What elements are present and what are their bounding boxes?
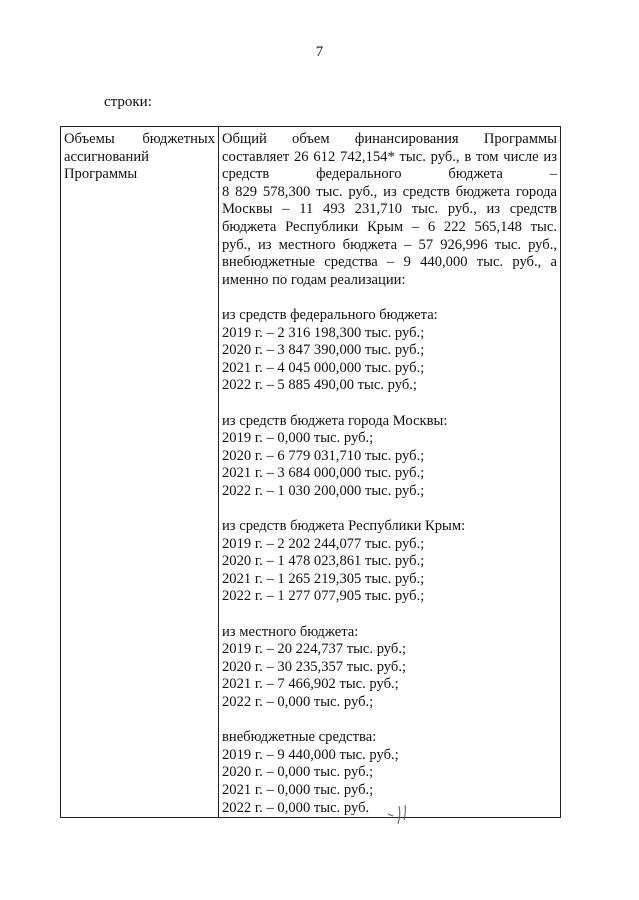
summary-line: средств федерального бюджета – xyxy=(222,166,557,183)
funding-group-local xyxy=(222,624,557,712)
group-line: 2019 г. – 2 316 198,300 тыс. руб.; xyxy=(222,324,425,341)
group-line: 2019 г. – 2 202 244,077 тыс. руб.; xyxy=(222,535,425,552)
group-line: 2021 г. – 0,000 тыс. руб.; xyxy=(222,781,374,798)
group-line: 2019 г. – 0,000 тыс. руб.; xyxy=(222,430,374,447)
group-heading: из средств бюджета города Москвы: xyxy=(222,412,448,429)
funding-group-crimea xyxy=(222,518,557,606)
summary-line: бюджета Республики Крым – 6 222 565,148 тыс. xyxy=(222,218,557,235)
handwritten-mark xyxy=(384,802,414,828)
summary-line: внебюджетные средства – 9 440,000 тыс. руб., а xyxy=(222,254,557,271)
summary-line: именно по годам реализации: xyxy=(222,271,406,288)
group-heading: из средств бюджета Республики Крым: xyxy=(222,518,466,535)
summary-paragraph xyxy=(222,131,557,289)
funding-group-moscow xyxy=(222,413,557,501)
summary-line: руб., из местного бюджета – 57 926,996 тыс. руб., xyxy=(222,236,557,253)
group-line: 2022 г. – 5 885 490,00 тыс. руб.; xyxy=(222,377,417,394)
summary-line: 8 829 578,300 тыс. руб., из средств бюджета города xyxy=(222,183,557,200)
group-line: 2022 г. – 1 030 200,000 тыс. руб.; xyxy=(222,482,425,499)
group-line: 2019 г. – 9 440,000 тыс. руб.; xyxy=(222,746,399,763)
row-value-cell xyxy=(219,127,561,818)
row-label-cell xyxy=(61,127,219,818)
funding-group-federal xyxy=(222,307,557,395)
group-heading: внебюджетные средства: xyxy=(222,729,377,746)
group-line: 2020 г. – 3 847 390,000 тыс. руб.; xyxy=(222,342,425,359)
group-line: 2022 г. – 0,000 тыс. руб. xyxy=(222,799,370,816)
group-line: 2021 г. – 7 466,902 тыс. руб.; xyxy=(222,676,399,693)
group-line: 2022 г. – 1 277 077,905 тыс. руб.; xyxy=(222,588,425,605)
group-line: 2021 г. – 4 045 000,000 тыс. руб.; xyxy=(222,359,425,376)
table-row xyxy=(61,127,561,818)
group-line: 2021 г. – 3 684 000,000 тыс. руб.; xyxy=(222,465,425,482)
group-line: 2021 г. – 1 265 219,305 тыс. руб.; xyxy=(222,570,425,587)
summary-line: Москвы – 11 493 231,710 тыс. руб., из средств xyxy=(222,201,557,218)
group-line: 2020 г. – 30 235,357 тыс. руб.; xyxy=(222,658,407,675)
group-line: 2022 г. – 0,000 тыс. руб.; xyxy=(222,694,374,710)
row-label-line: ассигнований xyxy=(64,148,149,165)
group-heading: из средств федерального бюджета: xyxy=(222,306,438,323)
row-label-line: Объемы бюджетных xyxy=(64,131,215,147)
intro-text: строки: xyxy=(104,94,152,110)
group-line: 2020 г. – 1 478 023,861 тыс. руб.; xyxy=(222,553,425,570)
group-line: 2019 г. – 20 224,737 тыс. руб.; xyxy=(222,641,407,658)
page-number: 7 xyxy=(315,44,324,60)
row-label-line: Программы xyxy=(64,166,138,183)
group-heading: из местного бюджета: xyxy=(222,623,359,640)
summary-line: составляет 26 612 742,154* тыс. руб., в том числе из xyxy=(222,148,557,165)
group-line: 2020 г. – 6 779 031,710 тыс. руб.; xyxy=(222,447,425,464)
summary-line: Общий объем финансирования Программы xyxy=(222,131,557,147)
group-line: 2020 г. – 0,000 тыс. руб.; xyxy=(222,764,374,781)
budget-allocations-table xyxy=(60,126,561,818)
